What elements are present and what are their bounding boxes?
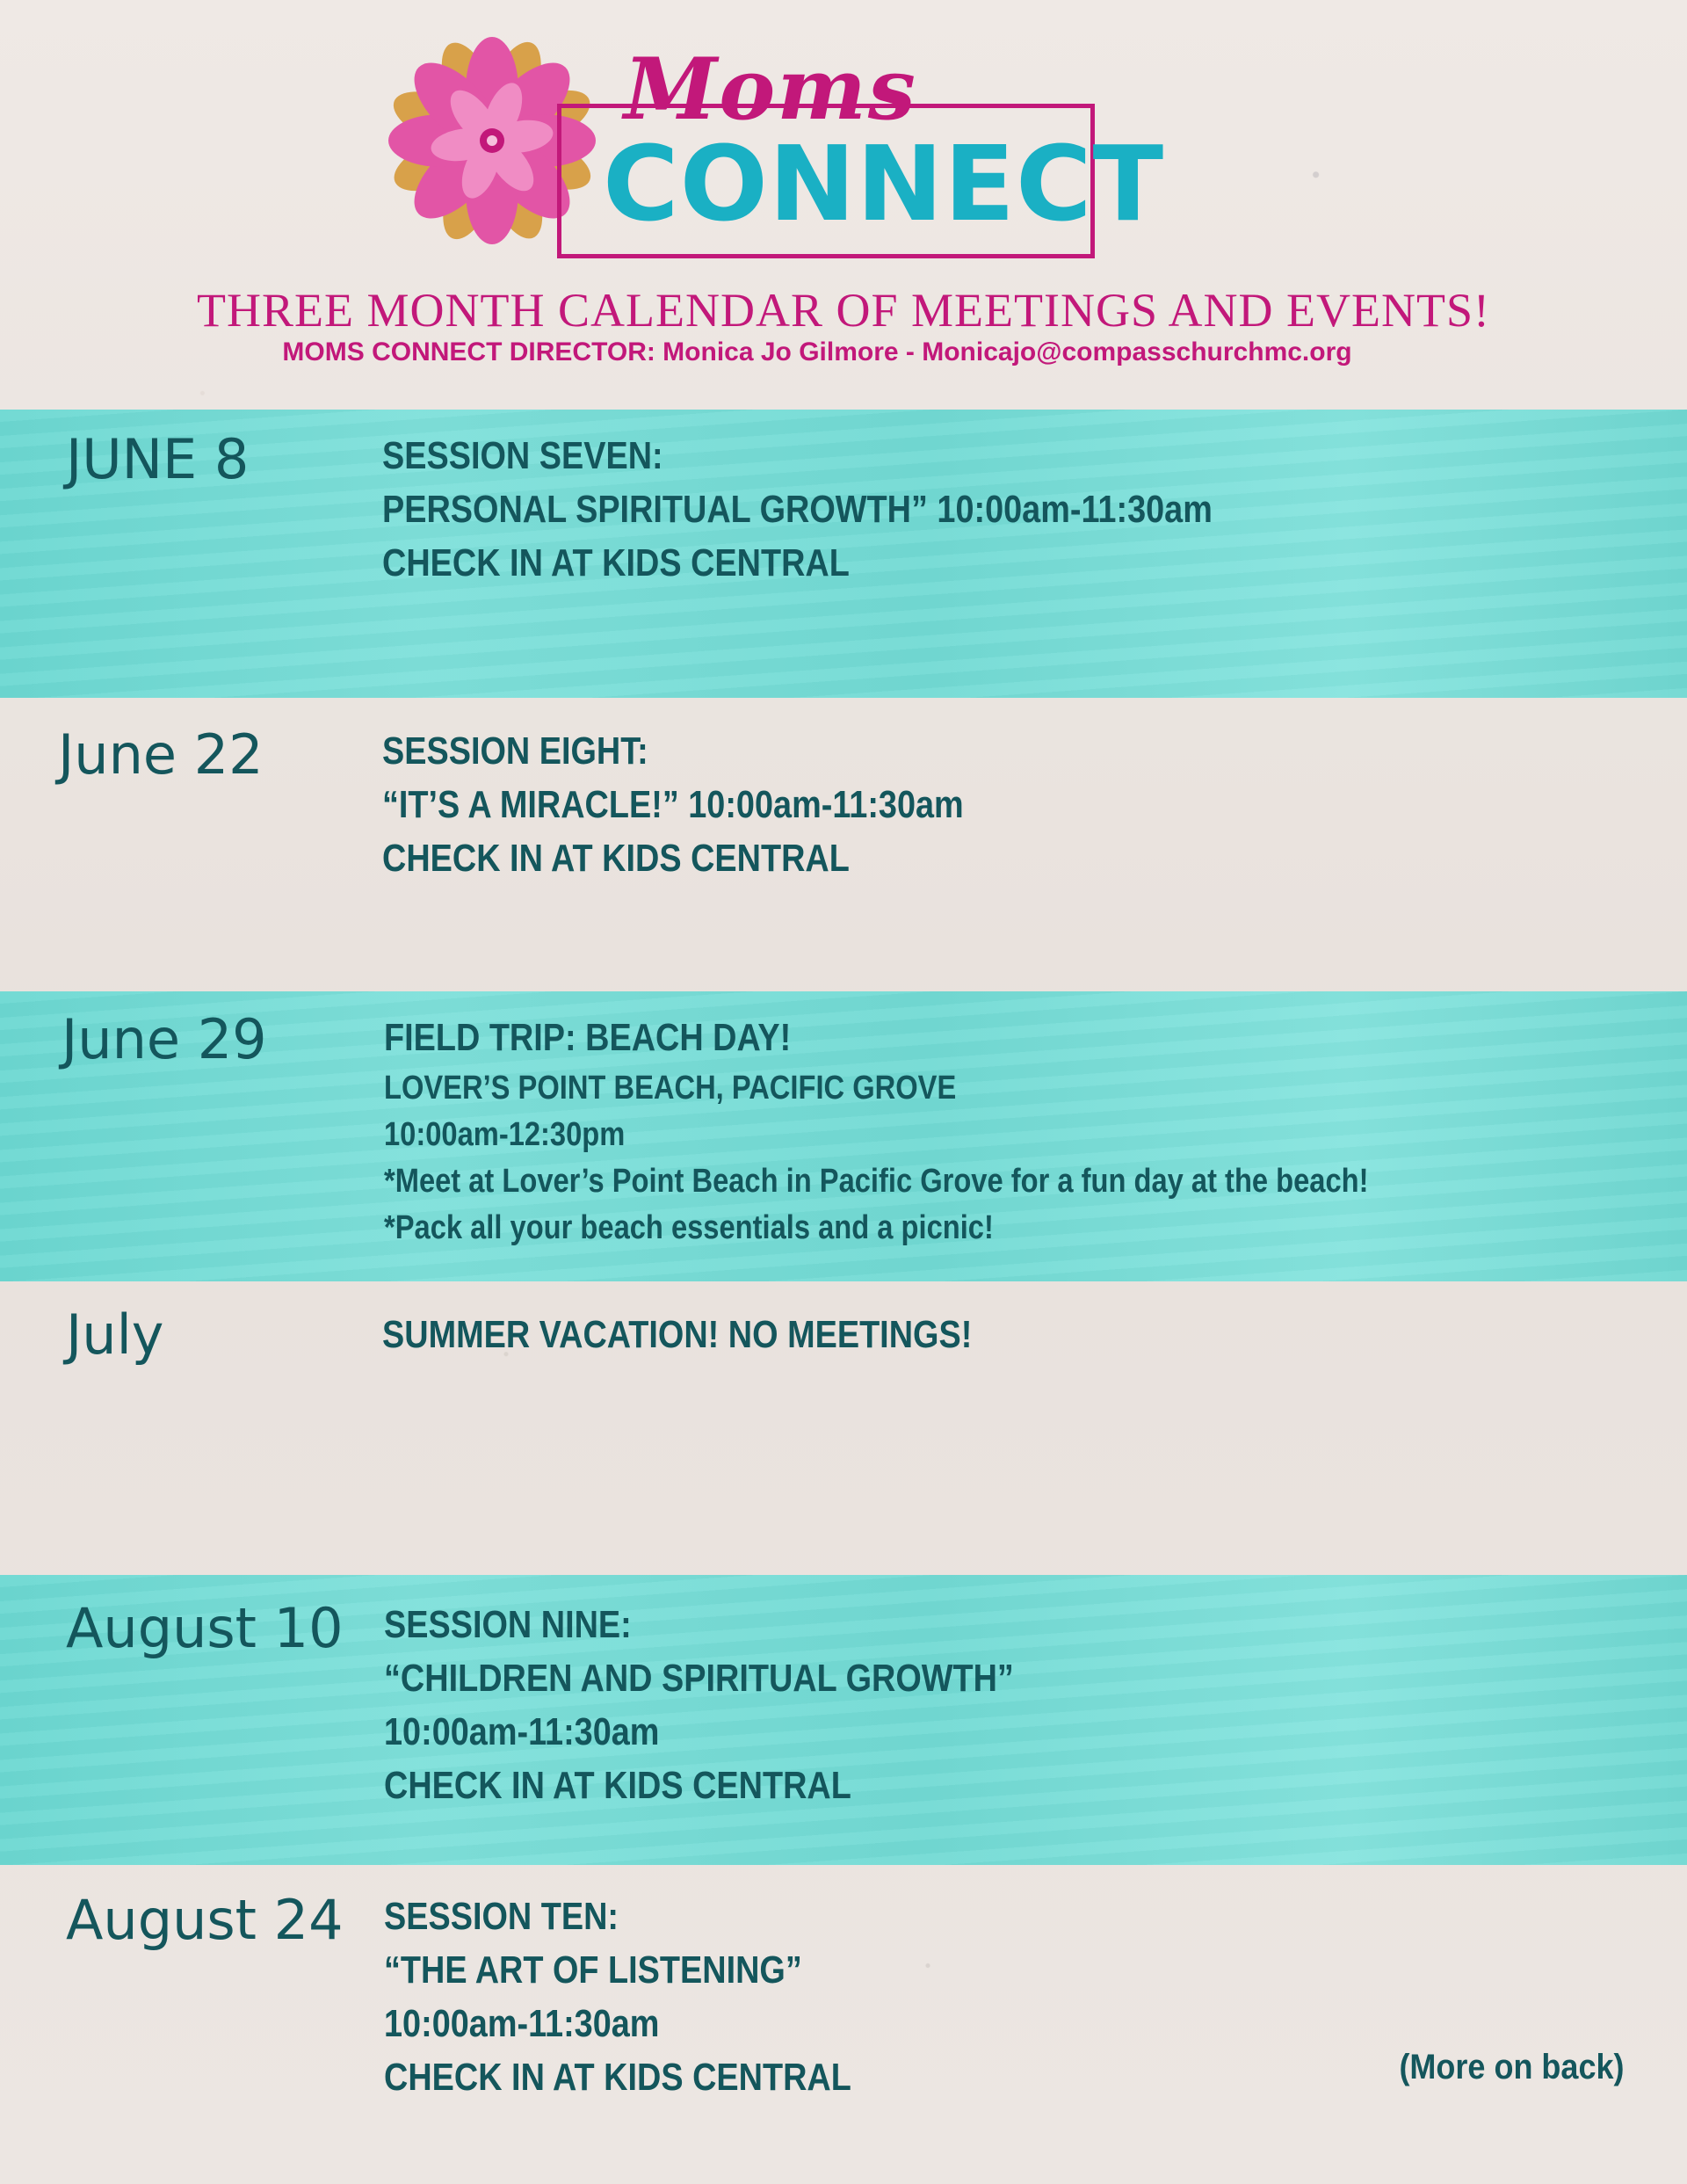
event-line: 10:00am-11:30am: [384, 2002, 660, 2045]
event-line: “CHILDREN AND SPIRITUAL GROWTH”: [384, 1657, 1014, 1700]
event-date: June 22: [58, 722, 264, 787]
event-line: *Meet at Lover’s Point Beach in Pacific Grove for a fun day at the beach!: [384, 1163, 1369, 1200]
event-date: June 29: [62, 1007, 267, 1071]
event-details: [384, 1011, 1368, 1252]
event-details: [382, 724, 964, 885]
event-june-29: [0, 991, 1687, 1281]
event-line: 10:00am-12:30pm: [384, 1116, 626, 1153]
event-line: “THE ART OF LISTENING”: [384, 1948, 802, 1992]
event-line: CHECK IN AT KIDS CENTRAL: [382, 541, 850, 584]
event-date: August 24: [66, 1888, 344, 1952]
event-line: SESSION EIGHT:: [382, 729, 648, 773]
event-line: CHECK IN AT KIDS CENTRAL: [384, 1764, 851, 1807]
event-date: July: [66, 1302, 164, 1367]
event-line: “IT’S A MIRACLE!” 10:00am-11:30am: [382, 783, 964, 826]
calendar-title: THREE MONTH CALENDAR OF MEETINGS AND EVENTS!: [197, 284, 1490, 337]
event-line: PERSONAL SPIRITUAL GROWTH” 10:00am-11:30am: [382, 488, 1213, 531]
moms-connect-logo: [387, 35, 1165, 272]
event-details: [384, 1890, 851, 2104]
event-line: SESSION TEN:: [384, 1895, 619, 1938]
event-details: [384, 1598, 1014, 1812]
event-line: *Pack all your beach essentials and a picnic!: [384, 1209, 994, 1246]
event-details: [382, 1308, 972, 1361]
event-line: FIELD TRIP: BEACH DAY!: [384, 1016, 792, 1059]
more-on-back-note: (More on back): [1398, 2048, 1624, 2086]
event-august-24: [0, 1865, 1687, 2184]
event-line: LOVER’S POINT BEACH, PACIFIC GROVE: [384, 1070, 957, 1107]
event-line: CHECK IN AT KIDS CENTRAL: [384, 2056, 851, 2099]
event-date: JUNE 8: [66, 427, 250, 491]
event-date: August 10: [66, 1596, 344, 1660]
event-line: SESSION SEVEN:: [382, 434, 663, 477]
event-line: SESSION NINE:: [384, 1603, 632, 1646]
event-line: CHECK IN AT KIDS CENTRAL: [382, 837, 850, 880]
logo-moms-text: Moms: [624, 40, 917, 139]
event-details: [382, 429, 1213, 590]
event-july: [0, 1281, 1687, 1575]
logo-connect-text: CONNECT: [603, 123, 1165, 244]
event-august-10: [0, 1575, 1687, 1865]
event-line: SUMMER VACATION! NO MEETINGS!: [382, 1313, 973, 1356]
director-contact: MOMS CONNECT DIRECTOR: Monica Jo Gilmore - Monicajo@compasschurchmc.org: [282, 337, 1352, 366]
event-june-22: [0, 698, 1687, 991]
event-june-8: [0, 410, 1687, 698]
event-line: 10:00am-11:30am: [384, 1710, 660, 1753]
